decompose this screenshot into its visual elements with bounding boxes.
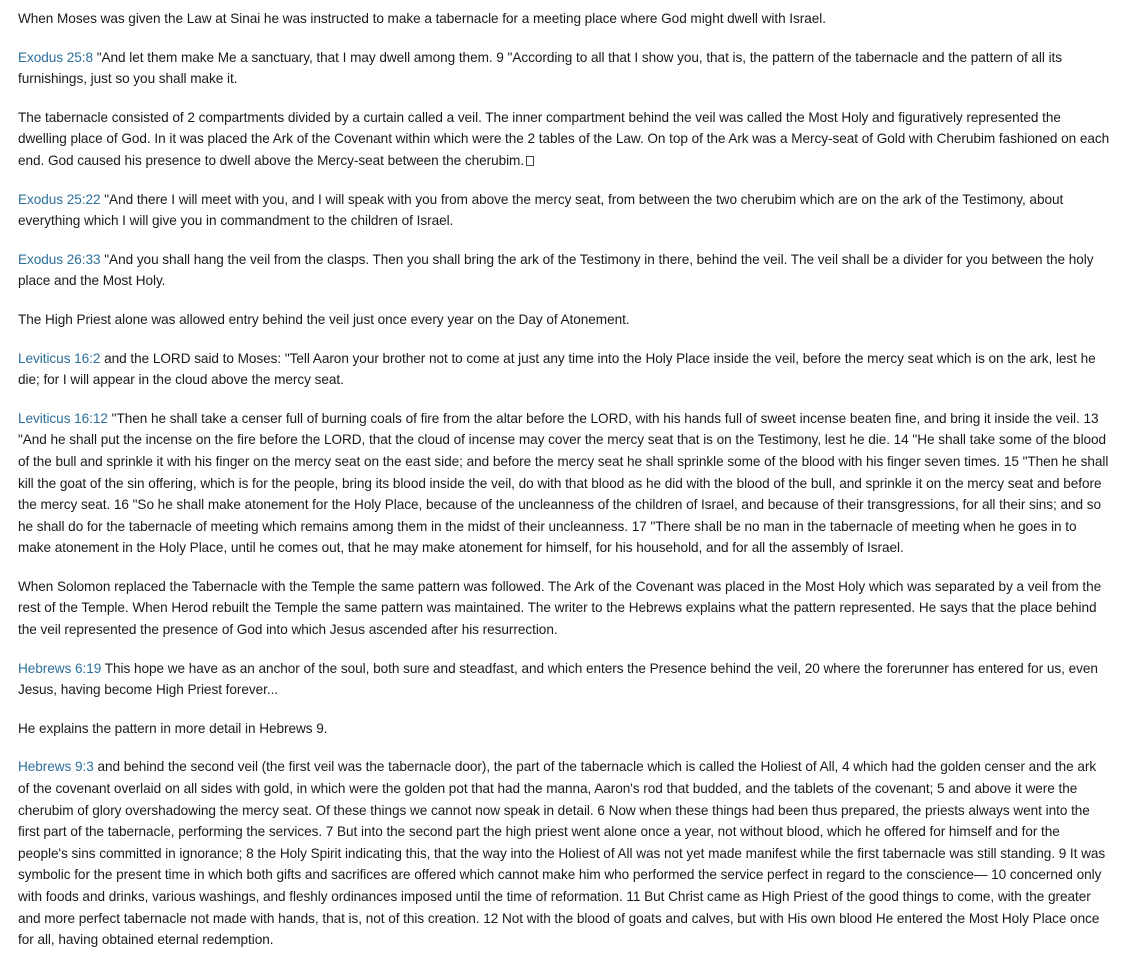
- paragraph-text: and the LORD said to Moses: "Tell Aaron your brother not to come at just any time into the Holy Place inside the veil, before the mercy seat which is on the ark, lest he die; for I will appear in the cloud above the mercy seat.: [18, 350, 1096, 388]
- paragraph-solomon-temple: [18, 576, 1111, 641]
- paragraph-text: The High Priest alone was allowed entry behind the veil just once every year on the Day of Atonement.: [18, 311, 630, 327]
- paragraph-text: When Solomon replaced the Tabernacle with the Temple the same pattern was followed. The Ark of the Covenant was placed in the Most Holy which was separated by a veil from the rest of the Temple. When Herod rebuilt the Temple the same pattern was maintained. The writer to the Hebrews explains what the pattern represented. He says that the place behind the veil represented the presence of God into which Jesus ascended after his resurrection.: [18, 578, 1102, 638]
- paragraph-text: This hope we have as an anchor of the soul, both sure and steadfast, and which enters the Presence behind the veil, 20 where the forerunner has entered for us, even Jesus, having become High Priest forever...: [18, 660, 1098, 698]
- paragraph-exodus-25-8: [18, 47, 1111, 90]
- paragraph-text: "And let them make Me a sanctuary, that I may dwell among them. 9 "According to all that I show you, that is, the pattern of the tabernacle and the pattern of all its furnishings, just so you shall make it.: [18, 49, 1063, 87]
- paragraph-text: The tabernacle consisted of 2 compartments divided by a curtain called a veil. The inner compartment behind the veil was called the Most Holy and figuratively represented the dwelling place of God. In it was placed the Ark of the Covenant within which were the 2 tables of the Law. On top of the Ark was a Mercy-seat of Gold with Cherubim fashioned on each end. God caused his presence to dwell above the Mercy-seat between the cherubim.: [18, 109, 1110, 168]
- scripture-reference-link[interactable]: Hebrews 6:19: [18, 660, 102, 676]
- paragraph-exodus-25-22: [18, 189, 1111, 232]
- scripture-reference-link[interactable]: Exodus 26:33: [18, 251, 101, 267]
- missing-glyph-box-icon: [526, 156, 534, 166]
- paragraph-hebrews-6-19: [18, 658, 1111, 701]
- paragraph-text: "And there I will meet with you, and I will speak with you from above the mercy seat, from between the two cherubim which are on the ark of the Testimony, about everything which I will give you in commandment to the children of Israel.: [18, 191, 1064, 229]
- paragraph-high-priest: [18, 309, 1111, 331]
- paragraph-text: He explains the pattern in more detail in Hebrews 9.: [18, 720, 328, 736]
- paragraph-text: and behind the second veil (the first veil was the tabernacle door), the part of the tabernacle which is called the Holiest of All, 4 which had the golden censer and the ark of the covenant overlaid on all sides with gold, in which were the golden pot that had the manna, Aaron's rod that budded, and the tablets of the covenant; 5 and above it were the cherubim of glory overshadowing the mercy seat. Of these things we cannot now speak in detail. 6 Now when these things had been thus prepared, the priests always went into the first part of the tabernacle, performing the services. 7 But into the second part the high priest went alone once a year, not without blood, which he offered for himself and for the people's sins committed in ignorance; 8 the Holy Spirit indicating this, that the way into the Holiest of All was not yet made manifest while the first tabernacle was still standing. 9 It was symbolic for the present time in which both gifts and sacrifices are offered which cannot make him who performed the service perfect in regard to the conscience— 10 concerned only with foods and drinks, various washings, and fleshly ordinances imposed until the time of reformation. 11 But Christ came as High Priest of the good things to come, with the greater and more perfect tabernacle not made with hands, that is, not of this creation. 12 Not with the blood of goats and calves, but with His own blood He entered the Most Holy Place once for all, having obtained eternal redemption.: [18, 759, 1106, 948]
- scripture-reference-link[interactable]: Leviticus 16:2: [18, 350, 101, 366]
- scripture-reference-link[interactable]: Leviticus 16:12: [18, 410, 108, 426]
- scripture-reference-link[interactable]: Exodus 25:8: [18, 49, 94, 65]
- paragraph-intro: [18, 8, 1111, 30]
- paragraph-text: "Then he shall take a censer full of burning coals of fire from the altar before the LORD, with his hands full of sweet incense beaten fine, and bring it inside the veil. 13 "And he shall put the incense on the fire before the LORD, that the cloud of incense may cover the mercy seat that is on the Testimony, lest he die. 14 "He shall take some of the blood of the bull and sprinkle it with his finger on the mercy seat on the east side; and before the mercy seat he shall sprinkle some of the blood with his finger seven times. 15 "Then he shall kill the goat of the sin offering, which is for the people, bring its blood inside the veil, do with that blood as he did with the blood of the bull, and sprinkle it on the mercy seat and before the mercy seat. 16 "So he shall make atonement for the Holy Place, because of the uncleanness of the children of Israel, and because of their transgressions, for all their sins; and so he shall do for the tabernacle of meeting which remains among them in the midst of their uncleanness. 17 "There shall be no man in the tabernacle of meeting when he goes in to make atonement in the Holy Place, until he comes out, that he may make atonement for himself, for his household, and for all the assembly of Israel.: [18, 410, 1109, 556]
- paragraph-text: When Moses was given the Law at Sinai he was instructed to make a tabernacle for a meeting place where God might dwell with Israel.: [18, 11, 826, 26]
- paragraph-hebrews-9-intro: [18, 718, 1111, 740]
- scripture-reference-link[interactable]: Hebrews 9:3: [18, 759, 94, 775]
- paragraph-tabernacle: [18, 107, 1111, 172]
- scripture-reference-link[interactable]: Exodus 25:22: [18, 191, 101, 207]
- paragraph-leviticus-16-2: [18, 348, 1111, 391]
- paragraph-hebrews-9-3: [18, 756, 1111, 950]
- paragraph-exodus-26-33: [18, 249, 1111, 292]
- paragraph-leviticus-16-12: [18, 408, 1111, 559]
- paragraph-text: "And you shall hang the veil from the clasps. Then you shall bring the ark of the Testimony in there, behind the veil. The veil shall be a divider for you between the holy place and the Most Holy.: [18, 251, 1094, 289]
